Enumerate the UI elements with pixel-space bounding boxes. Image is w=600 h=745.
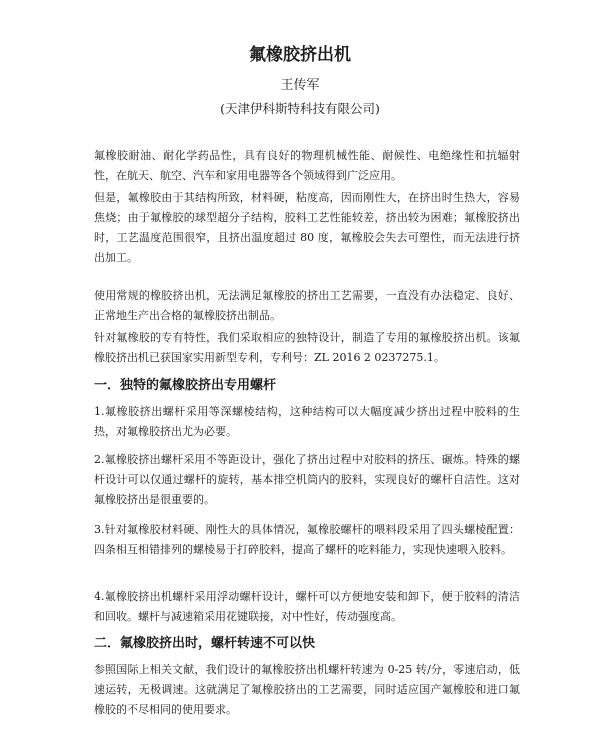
document-title: 氟橡胶挤出机 — [249, 45, 351, 65]
section-2-heading: 二．氟橡胶挤出时，螺杆转速不可以快 — [94, 636, 316, 651]
section-1-item-2: 2.氟橡胶挤出螺杆采用不等距设计，强化了挤出过程中对胶料的挤压、碾炼。特殊的螺杆设计可以仅通过螺杆的旋转，基本排空机筒内的胶料，实现良好的螺杆自洁性。这对氟橡胶挤出是很重要的。 — [94, 453, 520, 506]
section-1-item-3: 3.针对氟橡胶材料硬、刚性大的具体情况，氟橡胶螺杆的喂料段采用了四头螺棱配置：四条相互相错排列的螺棱易于打碎胶料，提高了螺杆的吃料能力，实现快速喂入胶料。 — [94, 523, 520, 556]
intro-paragraph-2: 但是，氟橡胶由于其结构所致，材料硬，粘度高，因而刚性大，在挤出时生热大，容易焦烧；由于氟橡胶的球型超分子结构，胶料工艺性能较差，挤出较为困难；氟橡胶挤出时，工艺温度范围很窄，且挤出温度超过 80 度，氟橡胶会失去可塑性，而无法进行挤出加工。 — [94, 191, 520, 264]
section-1-heading: 一．独特的氟橡胶挤出专用螺杆 — [94, 378, 277, 393]
author: 王传军 — [280, 78, 320, 93]
section-1-item-1: 1.氟橡胶挤出螺杆采用等深螺棱结构，这种结构可以大幅度减少挤出过程中胶料的生热，对氟橡胶挤出尤为必要。 — [94, 405, 520, 438]
section-2-paragraph: 参照国际上相关文献，我们设计的氟橡胶挤出机螺杆转速为 0-25 转/分，零速启动，低速运转，无极调速。这就满足了氟橡胶挤出的工艺需要，同时适应国产氟橡胶和进口氟橡胶的不尽相同的使用要求。 — [94, 663, 520, 716]
intro-paragraph-3: 使用常规的橡胶挤出机，无法满足氟橡胶的挤出工艺需要，一直没有办法稳定、良好、正常地生产出合格的氟橡胶挤出制品。 — [94, 289, 520, 322]
intro-paragraph-4: 针对氟橡胶的专有特性，我们采取相应的独特设计，制造了专用的氟橡胶挤出机。该氟橡胶挤出机已获国家实用新型专利，专利号：ZL 2016 2 0237275.1。 — [94, 331, 520, 364]
intro-paragraph-1: 氟橡胶耐油、耐化学药品性，具有良好的物理机械性能、耐候性、电绝缘性和抗辐射性，在航天、航空、汽车和家用电器等各个领域得到广泛应用。 — [94, 149, 520, 182]
section-1-item-4: 4.氟橡胶挤出机螺杆采用浮动螺杆设计，螺杆可以方便地安装和卸下，便于胶料的清洁和回收。螺杆与减速箱采用花键联接，对中性好，传动强度高。 — [94, 590, 520, 623]
affiliation: (天津伊科斯特科技有限公司) — [220, 101, 380, 116]
